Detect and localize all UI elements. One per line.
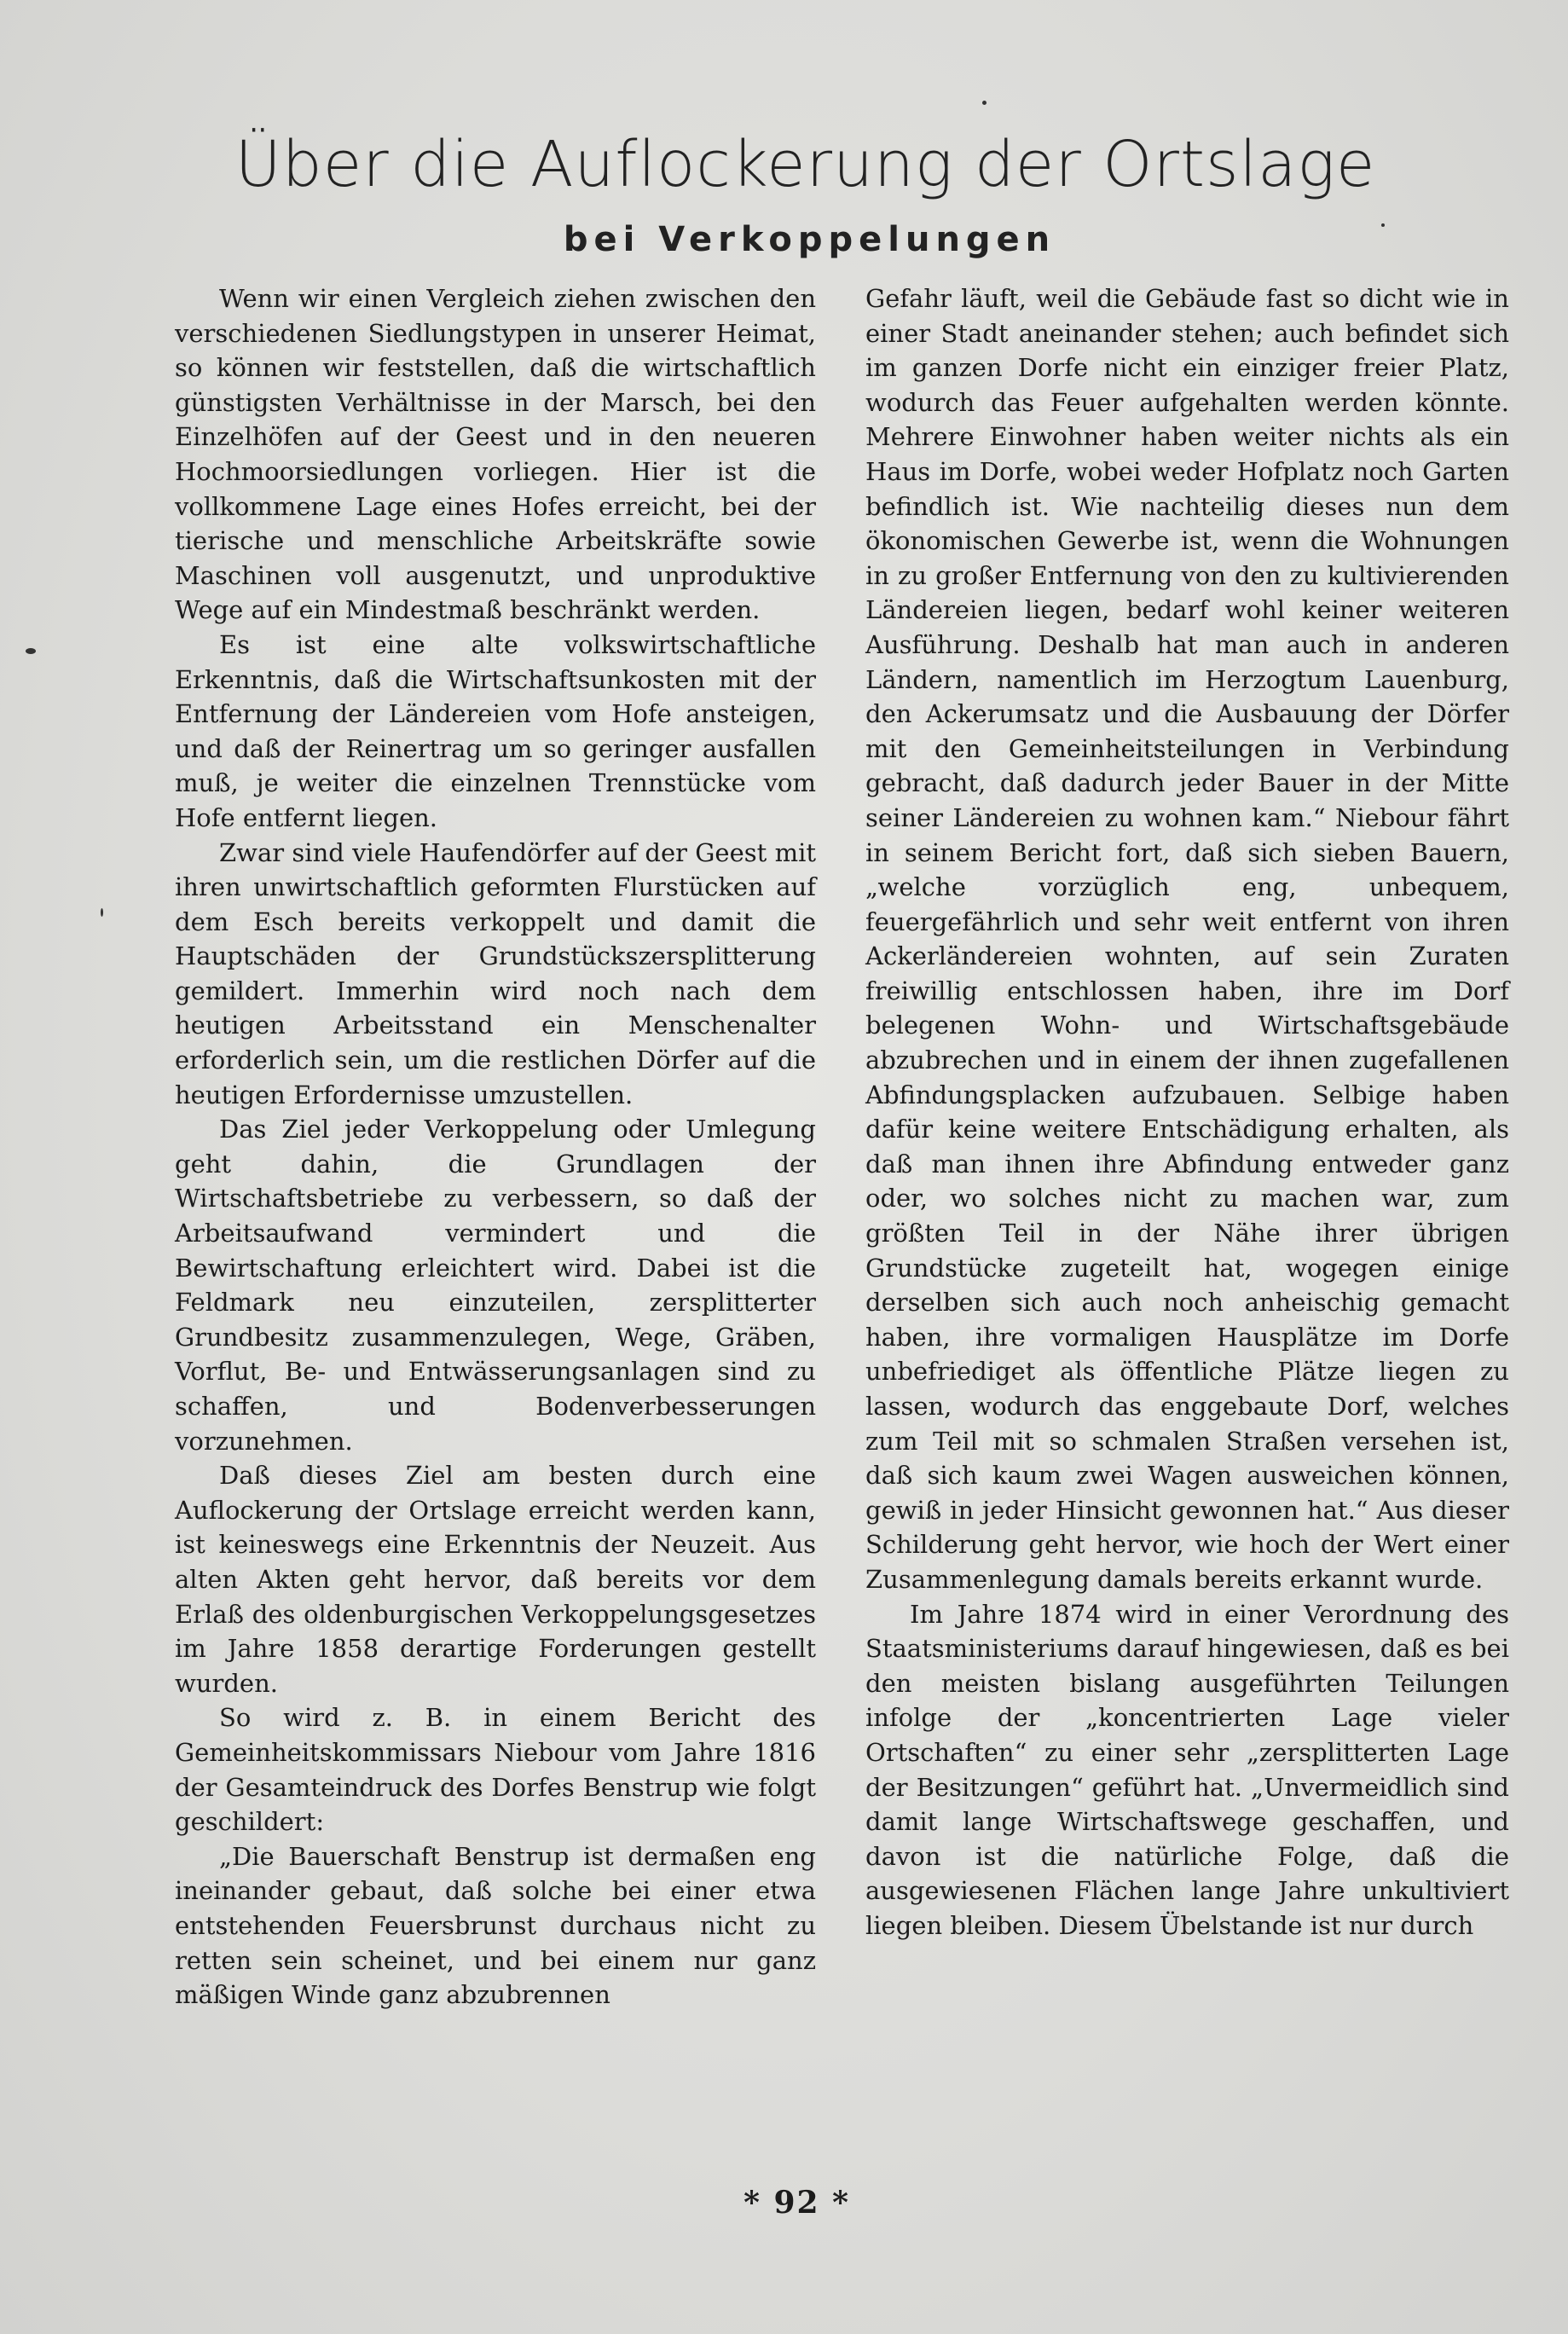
- paragraph: „Die Bauerschaft Benstrup ist dermaßen eng ineinander gebaut, daß solche bei einer etwa entstehenden Feuersbrunst durchaus nicht zu retten sein scheinet, und bei einem nur ganz mäßigen Winde ganz abzubrennen: [175, 1841, 816, 2010]
- scan-speck: [101, 908, 103, 917]
- right-column: [865, 281, 1509, 1943]
- paragraph: Gefahr läuft, weil die Gebäude fast so dicht wie in einer Stadt aneinander stehen; auch befindet sich im ganzen Dorfe nicht ein einziger freier Platz, wodurch das Feuer aufgehalten werden könnte. Mehrere Einwohner haben weiter nichts als ein Haus im Dorfe, wobei weder Hofplatz noch Garten befindlich ist. Wie nachteilig dieses nun dem ökonomischen Gewerbe ist, wenn die Wohnungen in zu großer Entfernung von den zu kultivierenden Ländereien liegen, bedarf wohl keiner weiteren Ausführung. Deshalb hat man auch in anderen Ländern, namentlich im Herzogtum Lauenburg, den Ackerumsatz und die Ausbauung der Dörfer mit den Gemeinheitsteilungen in Verbindung gebracht, daß dadurch jeder Bauer in der Mitte seiner Ländereien zu wohnen kam.“ Niebour fährt in seinem Bericht fort, daß sich sieben Bauern, „welche vorzüglich eng, unbequem, feuergefährlich und sehr weit entfernt von ihren Ackerländereien wohnten, auf sein Zuraten freiwillig entschlossen haben, ihre im Dorf belegenen Wohn- und Wirtschaftsgebäude abzubrechen und in einem der ihnen zugefallenen Abfindungsplacken aufzubauen. Selbige haben dafür keine weitere Entschädigung erhalten, als daß man ihnen ihre Abfindung entweder ganz oder, wo solches nicht zu machen war, zum größten Teil in der Nähe ihrer übrigen Grundstücke zugeteilt hat, wogegen einige derselben sich auch noch anheischig gemacht haben, ihre vormaligen Hausplätze im Dorfe unbefriediget als öffentliche Plätze liegen zu lassen, wodurch das enggebaute Dorf, welches zum Teil mit so schmalen Straßen versehen ist, daß sich kaum zwei Wagen ausweichen können, gewiß in jeder Hinsicht gewonnen hat.“ Aus dieser Schilderung geht hervor, wie hoch der Wert einer Zusammenlegung damals bereits erkannt wurde.: [865, 284, 1509, 1594]
- scan-speck: [1381, 223, 1385, 227]
- paragraph: Das Ziel jeder Verkoppelung oder Umlegung geht dahin, die Grundlagen der Wirtschaftsbetriebe zu verbessern, so daß der Arbeitsaufwand vermindert und die Bewirtschaftung erleichtert wird. Dabei ist die Feldmark neu einzuteilen, zersplitterter Grundbesitz zusammenzulegen, Wege, Gräben, Vorflut, Be- und Entwässerungsanlagen sind zu schaffen, und Bodenverbesserungen vorzunehmen.: [175, 1115, 816, 1456]
- scan-speck: [26, 648, 36, 654]
- paragraph: Daß dieses Ziel am besten durch eine Auflockerung der Ortslage erreicht werden kann, ist keineswegs eine Erkenntnis der Neuzeit. Aus alten Akten geht hervor, daß bereits vor dem Erlaß des oldenburgischen Verkoppelungsgesetzes im Jahre 1858 derartige Forderungen gestellt wurden.: [175, 1461, 816, 1698]
- paragraph: Es ist eine alte volkswirtschaftliche Erkenntnis, daß die Wirtschaftsunkosten mit der Entfernung der Ländereien vom Hofe ansteigen, und daß der Reinertrag um so geringer ausfallen muß, je weiter die einzelnen Trennstücke vom Hofe entfernt liegen.: [175, 629, 816, 832]
- scan-speck: [982, 101, 987, 105]
- paragraph: Zwar sind viele Haufendörfer auf der Geest mit ihren unwirtschaftlich geformten Flurstücken auf dem Esch bereits verkoppelt und damit die Hauptschäden der Grundstückszersplitterung gemildert. Immerhin wird noch nach dem heutigen Arbeitsstand ein Menschenalter erforderlich sein, um die restlichen Dörfer auf die heutigen Erfordernisse umzustellen.: [175, 837, 816, 1109]
- left-column: [175, 281, 816, 2013]
- paragraph: Im Jahre 1874 wird in einer Verordnung des Staatsministeriums darauf hingewiesen, daß es bei den meisten bislang ausgeführten Teilungen infolge der „koncentrierten Lage vieler Ortschaften“ zu einer sehr „zersplitterten Lage der Besitzungen“ geführt hat. „Unvermeidlich sind damit lange Wirtschaftswege geschaffen, und davon ist die natürliche Folge, daß die ausgewiesenen Flächen lange Jahre unkultiviert liegen bleiben. Diesem Übelstande ist nur durch: [865, 1599, 1509, 1940]
- article-title: Über die Auflockerung der Ortslage: [234, 128, 1376, 201]
- page-number: * 92 *: [743, 2185, 850, 2221]
- paragraph: So wird z. B. in einem Bericht des Gemeinheitskommissars Niebour vom Jahre 1816 der Gesamteindruck des Dorfes Benstrup wie folgt geschildert:: [175, 1703, 816, 1837]
- article-subtitle: bei Verkoppelungen: [563, 220, 1056, 259]
- paragraph: Wenn wir einen Vergleich ziehen zwischen den verschiedenen Siedlungstypen in unserer Heimat, so können wir feststellen, daß die wirtschaftlich günstigsten Verhältnisse in der Marsch, bei den Einzelhöfen auf der Geest und in den neueren Hochmoorsiedlungen vorliegen. Hier ist die vollkommene Lage eines Hofes erreicht, bei der tierische und menschliche Arbeitskräfte sowie Maschinen voll ausgenutzt, und unproduktive Wege auf ein Mindestmaß beschränkt werden.: [175, 284, 816, 625]
